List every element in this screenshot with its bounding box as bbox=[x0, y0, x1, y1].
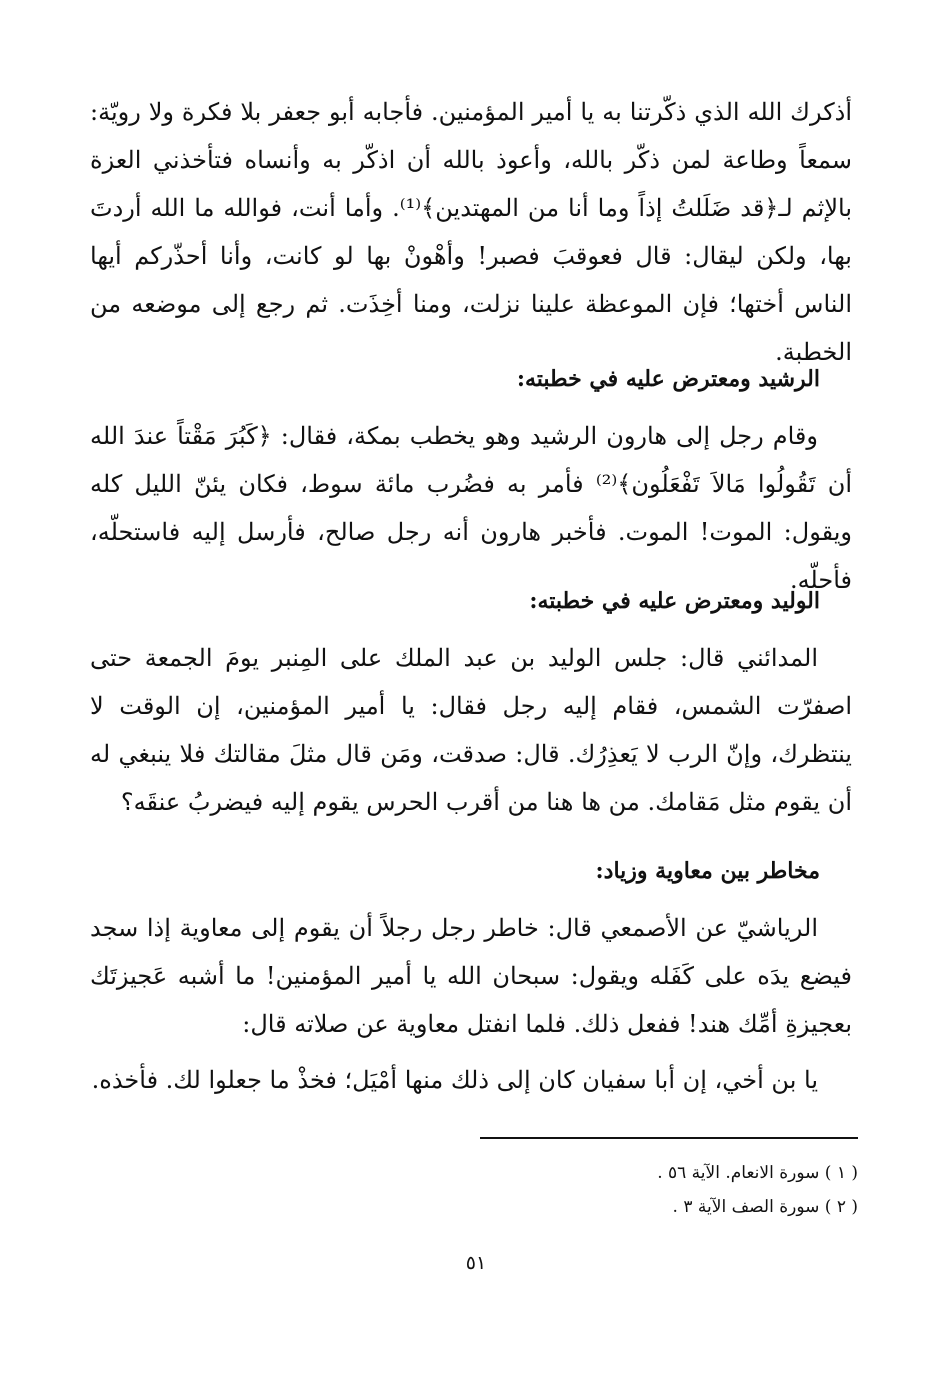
paragraph-2: وقام رجل إلى هارون الرشيد وهو يخطب بمكة، فقال: ﴿كَبُرَ مَقْتاً عندَ الله أن تَقُولُوا مَالاَ تَفْعَلُون﴾⁽²⁾ فأمر به فضُرب مائة سوط، فكان يئنّ الليل كله ويقول: الموت! الموت. فأخبر هارون أنه رجل صالح، فأرسل إليه فاستحلّه، فأحلّه. bbox=[90, 422, 852, 594]
page-number: ٥١ bbox=[465, 1252, 487, 1274]
footnote-2: ( ٢ ) سورة الصف الآية ٣ . bbox=[672, 1197, 858, 1217]
paragraph-4: الرياشيّ عن الأصمعي قال: خاطر رجل رجلاً أن يقوم إلى معاوية إذا سجد فيضع يدَه على كَفَله ويقول: سبحان الله يا أمير المؤمنين! ما أشبه عَجيزتَك بعجيزةِ أمِّك هند! ففعل ذلك. فلما انفتل معاوية عن صلاته قال: bbox=[90, 914, 852, 1038]
paragraph-1: أذكرك الله الذي ذكّرتنا به يا أمير المؤمنين. فأجابه أبو جعفر بلا فكرة ولا رويّة: سمعاً وطاعة لمن ذكّر بالله، وأعوذ بالله أن اذكّر به وأنساه فتأخذني العزة بالإثم لـ﴿قد ضَلَلتُ إذاً وما أنا من المهتدين﴾⁽¹⁾. وأما أنت، فوالله ما الله أردتَ بها، ولكن ليقال: قال فعوقبَ فصبر! وأهْونْ بها لو كانت، وأنا أحذّركم أيها الناس أختها؛ فإن الموعظة علينا نزلت، ومنا أخِذَت. ثم رجع إلى موضعه من الخطبة. bbox=[90, 98, 853, 366]
section-heading-rashid: الرشيد ومعترض عليه في خطبته: bbox=[516, 366, 820, 392]
section-heading-walid: الوليد ومعترض عليه في خطبته: bbox=[529, 588, 820, 614]
section-heading-muawiya: مخاطر بين معاوية وزياد: bbox=[595, 858, 820, 884]
paragraph-5: يا بن أخي، إن أبا سفيان كان إلى ذلك منها أمْيَل؛ فخذْ ما جعلوا لك. فأخذه. bbox=[91, 1066, 818, 1094]
paragraph-3: المدائني قال: جلس الوليد بن عبد الملك على المِنبر يومَ الجمعة حتى اصفرّت الشمس، فقام إليه رجل فقال: يا أمير المؤمنين، إن الوقت لا ينتظرك، وإنّ الرب لا يَعذِرُك. قال: صدقت، ومَن قال مثلَ مقالتك فلا ينبغي له أن يقوم مثل مَقامك. من ها هنا من أقرب الحرس يقوم إليه فيضربُ عنقَه؟ bbox=[90, 644, 852, 816]
footnote-separator bbox=[480, 1137, 858, 1139]
footnote-1: ( ١ ) سورة الانعام. الآية ٥٦ . bbox=[657, 1163, 858, 1183]
